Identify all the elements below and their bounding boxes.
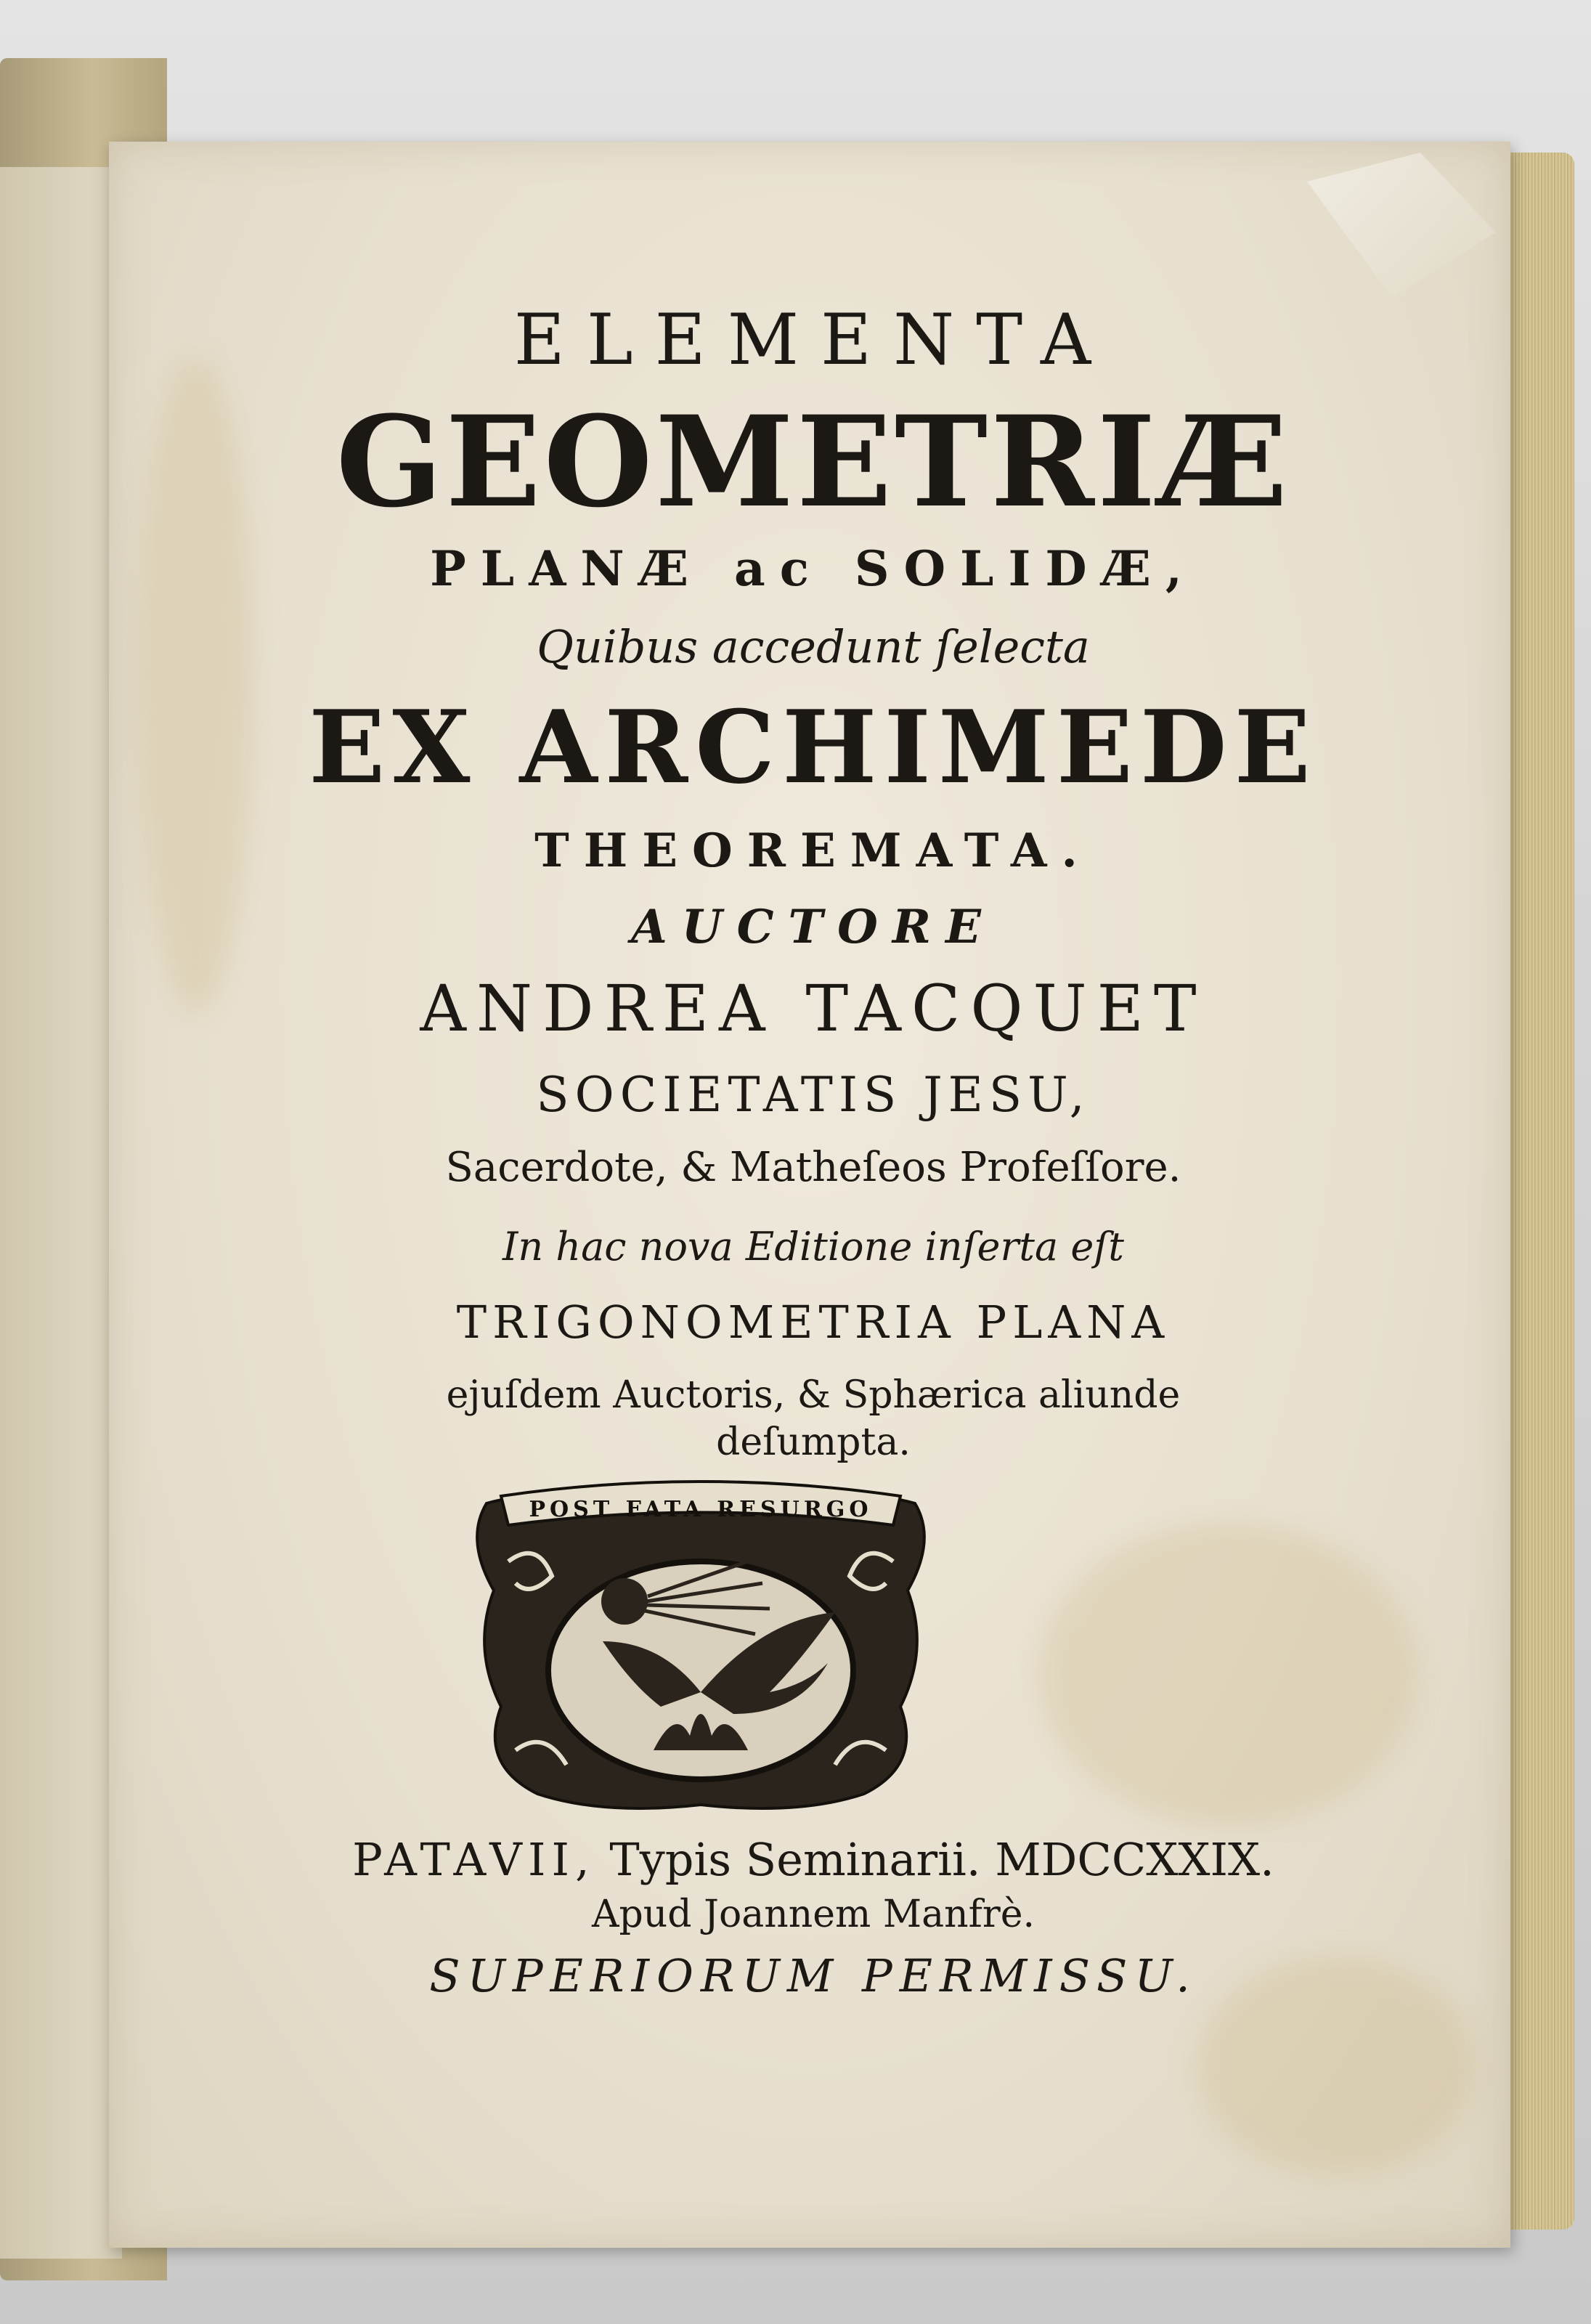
title-line-elementa: ELEMENTA <box>513 299 1113 381</box>
imprint-permission: SUPERIORUM PERMISSU. <box>429 1949 1197 2002</box>
title-line-planae: PLANÆ ac SOLIDÆ, <box>430 540 1197 597</box>
author-name: ANDREA TACQUET <box>420 971 1207 1046</box>
printer-device <box>457 1474 944 1823</box>
author-order: SOCIETATIS JESU, <box>536 1067 1091 1123</box>
title-line-archimede: EX ARCHIMEDE <box>309 688 1318 806</box>
imprint-press: Typis Seminarii. MDCCXXIX. <box>609 1833 1274 1886</box>
author-role: Sacerdote, & Matheſeos Profeſſore. <box>445 1144 1181 1191</box>
imprint-place: PATAVII, <box>352 1833 595 1886</box>
device-motto: POST FATA RESURGO <box>529 1497 873 1522</box>
title-line-quibus: Quibus accedunt ſelecta <box>537 620 1090 673</box>
facing-page-left <box>0 167 122 2259</box>
edition-content-3: deſumpta. <box>716 1421 911 1464</box>
title-line-theoremata: THEOREMATA. <box>534 824 1092 878</box>
edition-note: In hac nova Editione inſerta eſt <box>502 1224 1124 1269</box>
phoenix-printer-device-icon <box>457 1474 944 1823</box>
edition-content-2: ejuſdem Auctoris, & Sphærica aliunde <box>446 1373 1181 1417</box>
title-line-geometriae: GEOMETRIÆ <box>335 388 1291 535</box>
imprint-line-1 <box>182 1833 1445 1886</box>
edition-content: TRIGONOMETRIA PLANA <box>456 1296 1171 1349</box>
foxing-stain <box>1038 1521 1416 1827</box>
imprint-printer: Apud Joannem Manfrè. <box>591 1893 1035 1936</box>
title-line-auctore: AUCTORE <box>631 900 996 954</box>
